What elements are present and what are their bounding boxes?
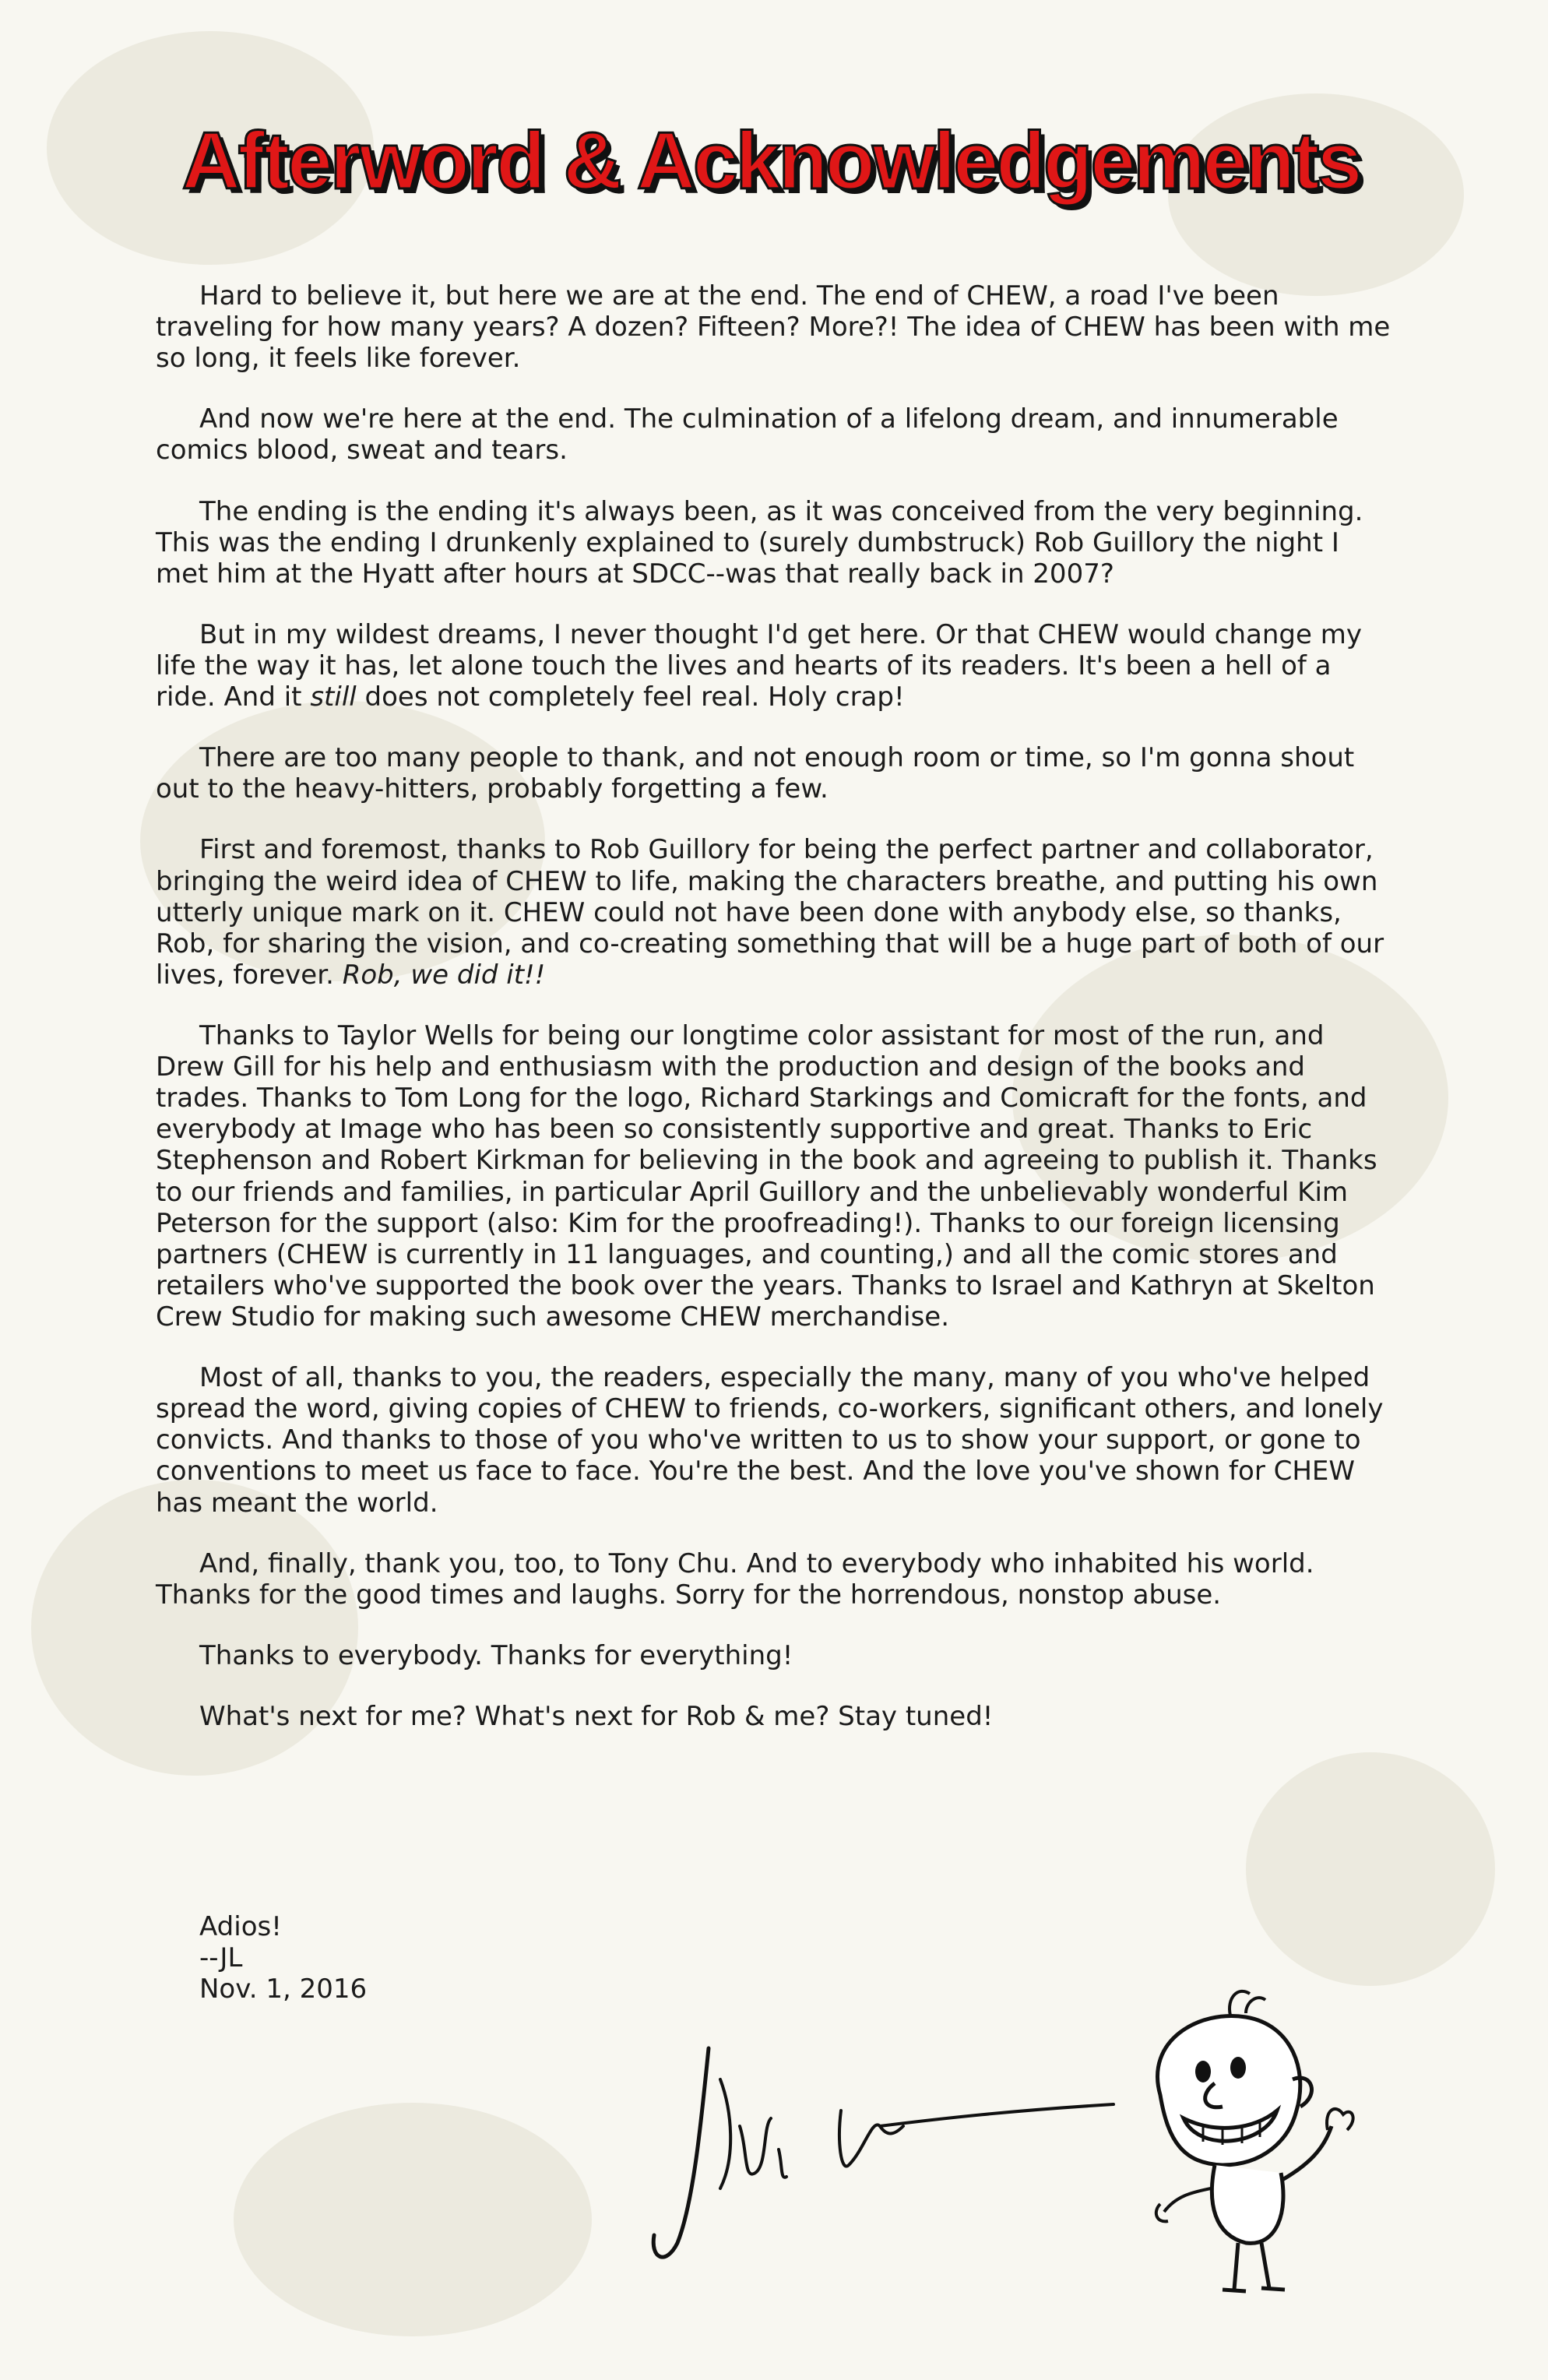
signoff-block: [199, 1911, 367, 2005]
paragraph: And, finally, thank you, too, to Tony Chu. And to everybody who inhabited his world. Thanks for the good times and laughs. Sorry for the horrendous, nonstop abuse.: [156, 1547, 1314, 1611]
signoff-adios: Adios!: [199, 1911, 282, 1942]
signoff-initials: --JL: [199, 1942, 243, 1974]
signoff-date: Nov. 1, 2016: [199, 1973, 368, 2005]
emphasis-text: still: [310, 681, 357, 713]
paragraph: Thanks to Taylor Wells for being our longtime color assistant for most of the run, and Drew Gill for his help and enthusiasm with the production and design of the books and trades. Thanks to Tom Long for the logo, Richard Starkings and Comicraft for the fonts, and everybody at Image who has been so consistently supportive and great. Thanks to Eric Stephenson and Robert Kirkman for believing in the book and agreeing to publish it. Thanks to our friends and families, in particular April Guillory and the unbelievably wonderful Kim Peterson for the support (also: Kim for the proofreading!). Thanks to our foreign licensing partners (CHEW is currently in 11 languages, and counting,) and all the comic stores and retailers who've supported the book over the years. Thanks to Israel and Kathryn at Skelton Crew Studio for making such awesome CHEW merchandise.: [156, 1019, 1377, 1333]
paragraph-text: First and foremost, thanks to Rob Guillory for being the perfect partner and collaborator, bringing the weird idea of CHEW to life, making the characters breathe, and putting his own utterly unique mark on it. CHEW could not have been done with anybody else, so thanks, Rob, for sharing the vision, and co-creating something that will be a huge part of both of our lives, forever.: [156, 834, 1384, 991]
paragraph-text: does not completely feel real. Holy crap!: [356, 681, 905, 713]
paragraph: There are too many people to thank, and not enough room or time, so I'm gonna shout out to the heavy-hitters, probably forgetting a few.: [156, 742, 1355, 805]
paragraph: Hard to believe it, but here we are at the end. The end of CHEW, a road I've been traveling for how many years? A dozen? Fifteen? More?! The idea of CHEW has been with me so long, it feels like forever.: [156, 280, 1391, 375]
handwritten-signature: [646, 2033, 1145, 2282]
paragraph-wildest-dreams: [156, 619, 1394, 713]
paragraph: Most of all, thanks to you, the readers, especially the many, many of you who've helped spread the word, giving copies of CHEW to friends, co-workers, significant others, and lonely convicts. And thanks to those of you who've written to us to show your support, or gone to conventions to meet us face to face. You're the best. And the love you've shown for CHEW has meant the world.: [156, 1362, 1384, 1519]
emphasis-text: Rob, we did it!!: [342, 959, 546, 991]
cartoon-doodle: [1129, 1978, 1386, 2305]
page-title: Afterword & Acknowledgements: [181, 116, 1360, 206]
paragraph-text: But in my wildest dreams, I never thought I'd get here. Or that CHEW would change my life the way it has, let alone touch the lives and hearts of its readers. It's been a hell of a ride. And it: [156, 618, 1362, 713]
paragraph: The ending is the ending it's always been, as it was conceived from the very beginning. This was the ending I drunkenly explained to (surely dumbstruck) Rob Guillory the night I met him at the Hyatt after hours at SDCC--was that really back in 2007?: [156, 495, 1363, 590]
afterword-body: [156, 280, 1394, 1762]
paragraph: Thanks to everybody. Thanks for everything!: [199, 1639, 793, 1671]
paragraph: And now we're here at the end. The culmination of a lifelong dream, and innumerable comics blood, sweat and tears.: [156, 403, 1339, 466]
paper-stain: [1246, 1752, 1495, 1986]
paper-stain: [234, 2103, 592, 2336]
paragraph-thanks-rob: [156, 834, 1394, 991]
paragraph: What's next for me? What's next for Rob & me? Stay tuned!: [199, 1700, 994, 1732]
